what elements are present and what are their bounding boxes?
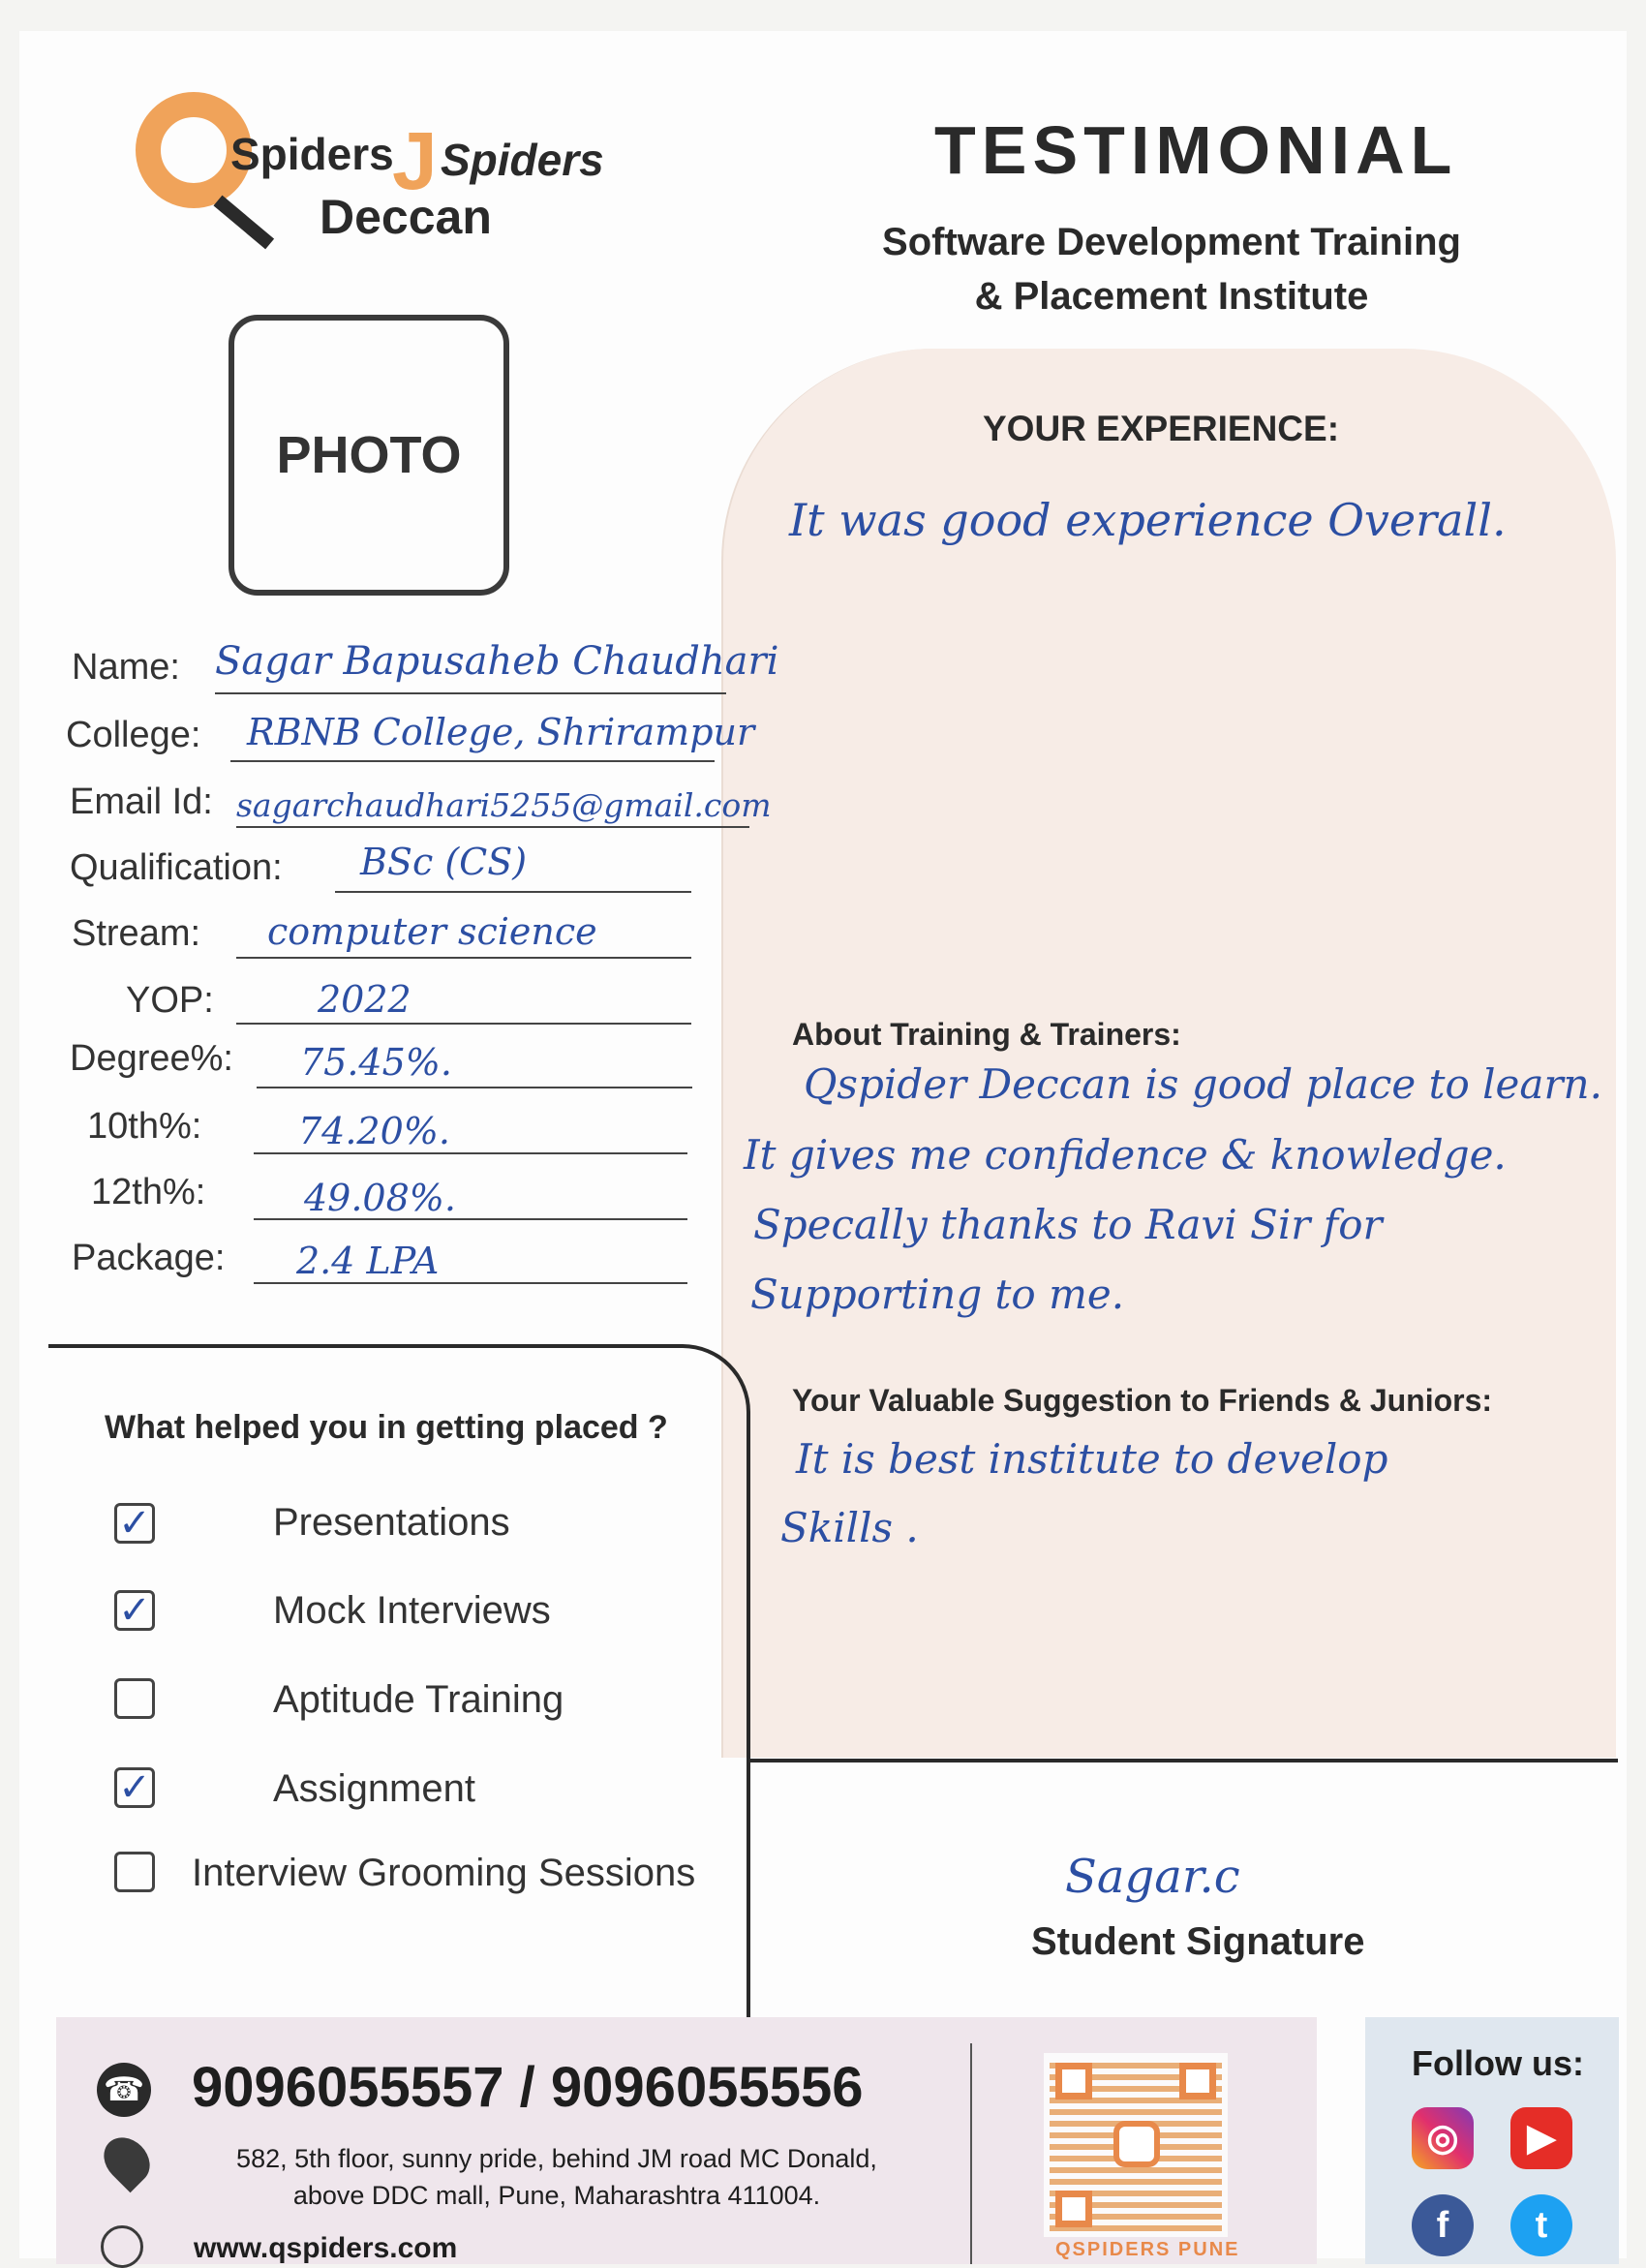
training-line: Specally thanks to Ravi Sir for bbox=[753, 1201, 1383, 1248]
phone-icon: ☎ bbox=[97, 2063, 151, 2117]
logo-text-deccan: Deccan bbox=[320, 190, 492, 244]
checklist-item-label: Interview Grooming Sessions bbox=[192, 1852, 696, 1894]
checkbox-assignment[interactable] bbox=[114, 1767, 155, 1808]
field-value-stream[interactable]: computer science bbox=[267, 910, 597, 953]
youtube-icon[interactable]: ▶ bbox=[1510, 2107, 1572, 2169]
suggestion-heading: Your Valuable Suggestion to Friends & Juniors: bbox=[792, 1383, 1493, 1418]
field-line bbox=[236, 826, 749, 828]
field-label: Qualification: bbox=[70, 847, 283, 888]
facebook-icon[interactable]: f bbox=[1412, 2194, 1474, 2256]
subtitle-line-2: & Placement Institute bbox=[974, 275, 1369, 318]
address-line-1: 582, 5th floor, sunny pride, behind JM road MC Donald, bbox=[236, 2144, 877, 2173]
check-icon: ✓ bbox=[118, 1589, 151, 1632]
signature-divider bbox=[748, 1759, 1618, 1762]
checklist-heading: What helped you in getting placed ? bbox=[105, 1409, 668, 1446]
footer-divider bbox=[970, 2043, 972, 2264]
checkbox-interview-grooming[interactable] bbox=[114, 1852, 155, 1892]
checklist-item-label: Mock Interviews bbox=[273, 1589, 551, 1632]
field-value-degree[interactable]: 75.45%. bbox=[300, 1041, 452, 1084]
checklist-item-label: Aptitude Training bbox=[273, 1678, 564, 1721]
checklist-item-label: Presentations bbox=[273, 1501, 510, 1544]
footer-website[interactable]: www.qspiders.com bbox=[194, 2232, 458, 2264]
address-line-2: above DDC mall, Pune, Maharashtra 411004. bbox=[292, 2181, 821, 2210]
training-line: Supporting to me. bbox=[750, 1271, 1125, 1318]
field-label: Degree%: bbox=[70, 1038, 233, 1079]
checkbox-mock-interviews[interactable] bbox=[114, 1590, 155, 1631]
check-icon: ✓ bbox=[118, 1502, 151, 1545]
training-heading: About Training & Trainers: bbox=[792, 1017, 1181, 1052]
signature-mark: Sagar.c bbox=[1065, 1850, 1240, 1904]
page-subtitle bbox=[842, 215, 1501, 323]
field-line bbox=[215, 692, 726, 694]
page-title: TESTIMONIAL bbox=[934, 112, 1458, 188]
field-value-12th[interactable]: 49.08%. bbox=[304, 1177, 456, 1219]
logo-text-jspiders: Spiders bbox=[441, 135, 604, 185]
qr-finder bbox=[1179, 2063, 1216, 2099]
globe-icon bbox=[101, 2225, 143, 2268]
qr-finder bbox=[1055, 2191, 1092, 2227]
field-label: 10th%: bbox=[87, 1106, 202, 1147]
field-line bbox=[257, 1087, 692, 1088]
field-value-email[interactable]: sagarchaudhari5255@gmail.com bbox=[236, 786, 772, 824]
signature-label: Student Signature bbox=[1031, 1920, 1365, 1963]
footer-phone[interactable]: 9096055557 / 9096055556 bbox=[192, 2056, 864, 2119]
instagram-icon bbox=[1113, 2121, 1160, 2167]
field-line bbox=[236, 957, 691, 959]
logo-j-mark: J bbox=[392, 115, 438, 206]
field-value-college[interactable]: RBNB College, Shrirampur bbox=[247, 711, 755, 753]
field-label: Email Id: bbox=[70, 782, 213, 822]
field-label: YOP: bbox=[126, 980, 214, 1021]
training-line: It gives me confidence & knowledge. bbox=[744, 1131, 1507, 1179]
suggestion-line: Skills . bbox=[780, 1504, 919, 1551]
photo-box bbox=[229, 315, 509, 596]
instagram-icon[interactable]: ◎ bbox=[1412, 2107, 1474, 2169]
logo-text-qspiders: Spiders bbox=[230, 129, 394, 179]
field-line bbox=[335, 891, 691, 893]
twitter-icon[interactable]: t bbox=[1510, 2194, 1572, 2256]
field-label: Stream: bbox=[72, 913, 201, 954]
field-value-package[interactable]: 2.4 LPA bbox=[296, 1240, 440, 1282]
checkbox-aptitude-training[interactable] bbox=[114, 1678, 155, 1719]
field-line bbox=[254, 1282, 687, 1284]
checklist-item-label: Assignment bbox=[273, 1767, 475, 1810]
follow-us-label: Follow us: bbox=[1412, 2043, 1584, 2083]
subtitle-line-1: Software Development Training bbox=[882, 221, 1461, 263]
experience-text: It was good experience Overall. bbox=[789, 494, 1507, 546]
field-label: 12th%: bbox=[91, 1172, 206, 1212]
footer-address bbox=[184, 2140, 930, 2214]
field-line bbox=[230, 760, 715, 762]
field-label: Package: bbox=[72, 1238, 226, 1278]
field-line bbox=[236, 1023, 691, 1025]
qr-label: QSPIDERS PUNE bbox=[1055, 2239, 1240, 2260]
experience-heading: YOUR EXPERIENCE: bbox=[983, 409, 1340, 448]
suggestion-line: It is best institute to develop bbox=[796, 1435, 1388, 1483]
qr-finder bbox=[1055, 2063, 1092, 2099]
field-value-10th[interactable]: 74.20%. bbox=[298, 1110, 450, 1152]
check-icon: ✓ bbox=[118, 1766, 151, 1809]
field-value-yop[interactable]: 2022 bbox=[318, 978, 412, 1021]
photo-label: PHOTO bbox=[276, 426, 462, 484]
field-label: College: bbox=[66, 715, 201, 755]
field-label: Name: bbox=[72, 647, 180, 688]
field-value-qualification[interactable]: BSc (CS) bbox=[360, 841, 528, 883]
field-value-name[interactable]: Sagar Bapusaheb Chaudhari bbox=[215, 639, 779, 684]
checkbox-presentations[interactable] bbox=[114, 1503, 155, 1544]
field-line bbox=[254, 1152, 687, 1154]
training-line: Qspider Deccan is good place to learn. bbox=[804, 1060, 1602, 1108]
